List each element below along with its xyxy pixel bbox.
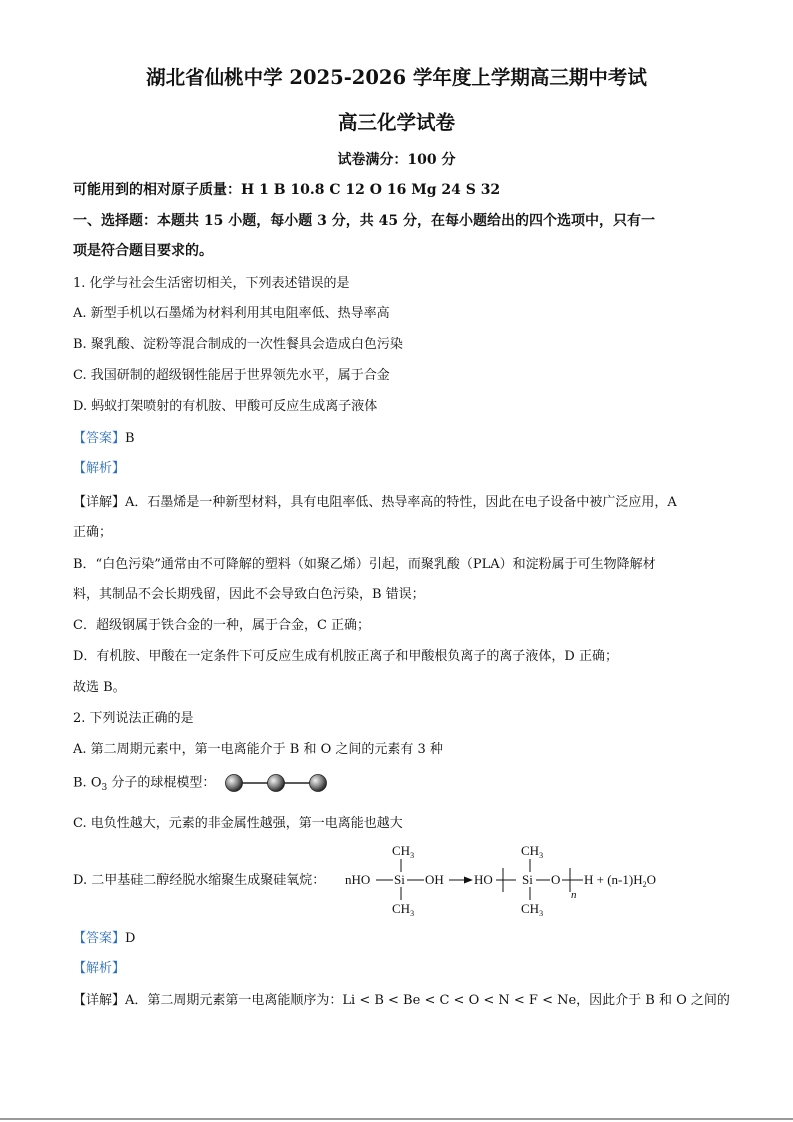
exam-subtitle: 高三化学试卷 bbox=[337, 111, 455, 134]
section-heading-line2: 项是符合题目要求的。 bbox=[73, 243, 213, 259]
q1-stem: 1. 化学与社会生活密切相关，下列表述错误的是 bbox=[73, 276, 350, 291]
q2-option-a: A. 第二周期元素中，第一电离能介于 B 和 O 之间的元素有 3 种 bbox=[73, 742, 443, 757]
q1-detail-b-line1: B．“白色污染”通常由不可降解的塑料（如聚乙烯）引起，而聚乳酸（PLA）和淀粉属于可生物降解材 bbox=[73, 557, 656, 572]
product-ho: HO bbox=[474, 872, 493, 887]
oxygen-atom-2 bbox=[267, 775, 284, 792]
q1-detail-d: D．有机胺、甲酸在一定条件下可反应生成有机胺正离子和甲酸根负离子的离子液体，D 正确； bbox=[73, 649, 618, 664]
q1-option-d: D. 蚂蚁打架喷射的有机胺、甲酸可反应生成离子液体 bbox=[73, 399, 378, 414]
reactant-si: Si bbox=[394, 872, 405, 887]
detail-text: A．石墨烯是一种新型材料，具有电阻率低、热导率高的特性，因此在电子设备中被广泛应用，A bbox=[125, 495, 677, 510]
q1-detail-c: C．超级钢属于铁合金的一种，属于合金，C 正确； bbox=[73, 618, 371, 633]
q2-option-d: D. 二甲基硅二醇经脱水缩聚生成聚硅氧烷： bbox=[73, 873, 326, 888]
q2-stem: 2. 下列说法正确的是 bbox=[73, 711, 194, 726]
q1-conclusion: 故选 B。 bbox=[73, 680, 126, 695]
full-score: 试卷满分：100 分 bbox=[337, 152, 456, 168]
reactant-nho: nHO bbox=[345, 872, 371, 887]
product-si: Si bbox=[522, 872, 533, 887]
q1-analysis-label: 【解析】 bbox=[73, 461, 126, 476]
q2-analysis-label: 【解析】 bbox=[73, 961, 126, 976]
option-b-suffix: 分子的球棍模型： bbox=[107, 775, 216, 791]
oxygen-atom-3 bbox=[309, 775, 326, 792]
product-tail: $H + (n-1)H_2O$ bbox=[584, 872, 656, 889]
polysiloxane-reaction-formula bbox=[340, 840, 680, 922]
answer-value: D bbox=[125, 931, 136, 946]
q1-detail-a-line1 bbox=[73, 494, 677, 512]
page-bottom-divider bbox=[0, 1118, 793, 1120]
answer-value: B bbox=[125, 431, 135, 446]
q1-answer bbox=[73, 430, 135, 448]
section-heading-line1: 一、选择题：本题共 15 小题，每小题 3 分，共 45 分，在每小题给出的四个选项中，只有一 bbox=[73, 213, 655, 229]
reaction-arrow-head bbox=[464, 877, 473, 884]
detail-label: 【详解】 bbox=[73, 993, 126, 1008]
q1-detail-b-line2: 料，其制品不会长期残留，因此不会导致白色污染，B 错误； bbox=[73, 587, 425, 602]
q1-option-a: A. 新型手机以石墨烯为材料利用其电阻率低、热导率高 bbox=[73, 306, 390, 321]
answer-label: 【答案】 bbox=[73, 931, 126, 946]
q2-detail-a bbox=[73, 992, 730, 1010]
q2-option-c: C. 电负性越大，元素的非金属性越强，第一电离能也越大 bbox=[73, 816, 403, 831]
product-o: O bbox=[551, 872, 561, 887]
q2-answer bbox=[73, 930, 135, 948]
exam-title: 湖北省仙桃中学 2025-2026 学年度上学期高三期中考试 bbox=[146, 66, 647, 89]
q1-option-c: C. 我国研制的超级钢性能居于世界领先水平，属于合金 bbox=[73, 368, 390, 383]
answer-label: 【答案】 bbox=[73, 431, 126, 446]
atomic-masses: 可能用到的相对原子质量：H 1 B 10.8 C 12 O 16 Mg 24 S 32 bbox=[73, 182, 501, 198]
ch3-bottom-1: $CH_3$ bbox=[392, 901, 415, 918]
reactant-oh: OH bbox=[425, 872, 444, 887]
oxygen-atom-1 bbox=[225, 775, 242, 792]
ch3-top-1: $CH_3$ bbox=[392, 843, 415, 860]
q1-detail-a-line2: 正确； bbox=[73, 525, 113, 540]
q2-option-b bbox=[73, 772, 329, 797]
q1-option-b: B. 聚乳酸、淀粉等混合制成的一次性餐具会造成白色污染 bbox=[73, 337, 403, 352]
detail-label: 【详解】 bbox=[73, 495, 126, 510]
ozone-ball-stick-model bbox=[224, 772, 329, 794]
repeat-n: n bbox=[571, 889, 577, 901]
ch3-bottom-2: $CH_3$ bbox=[521, 901, 544, 918]
ch3-top-2: $CH_3$ bbox=[521, 843, 544, 860]
option-b-subscript: 3 bbox=[101, 783, 108, 794]
detail-text: A．第二周期元素第一电离能顺序为：Li < B < Be < C < O < N < F < Ne，因此介于 B 和 O 之间的 bbox=[125, 993, 730, 1008]
option-b-prefix: B. O bbox=[73, 775, 102, 791]
